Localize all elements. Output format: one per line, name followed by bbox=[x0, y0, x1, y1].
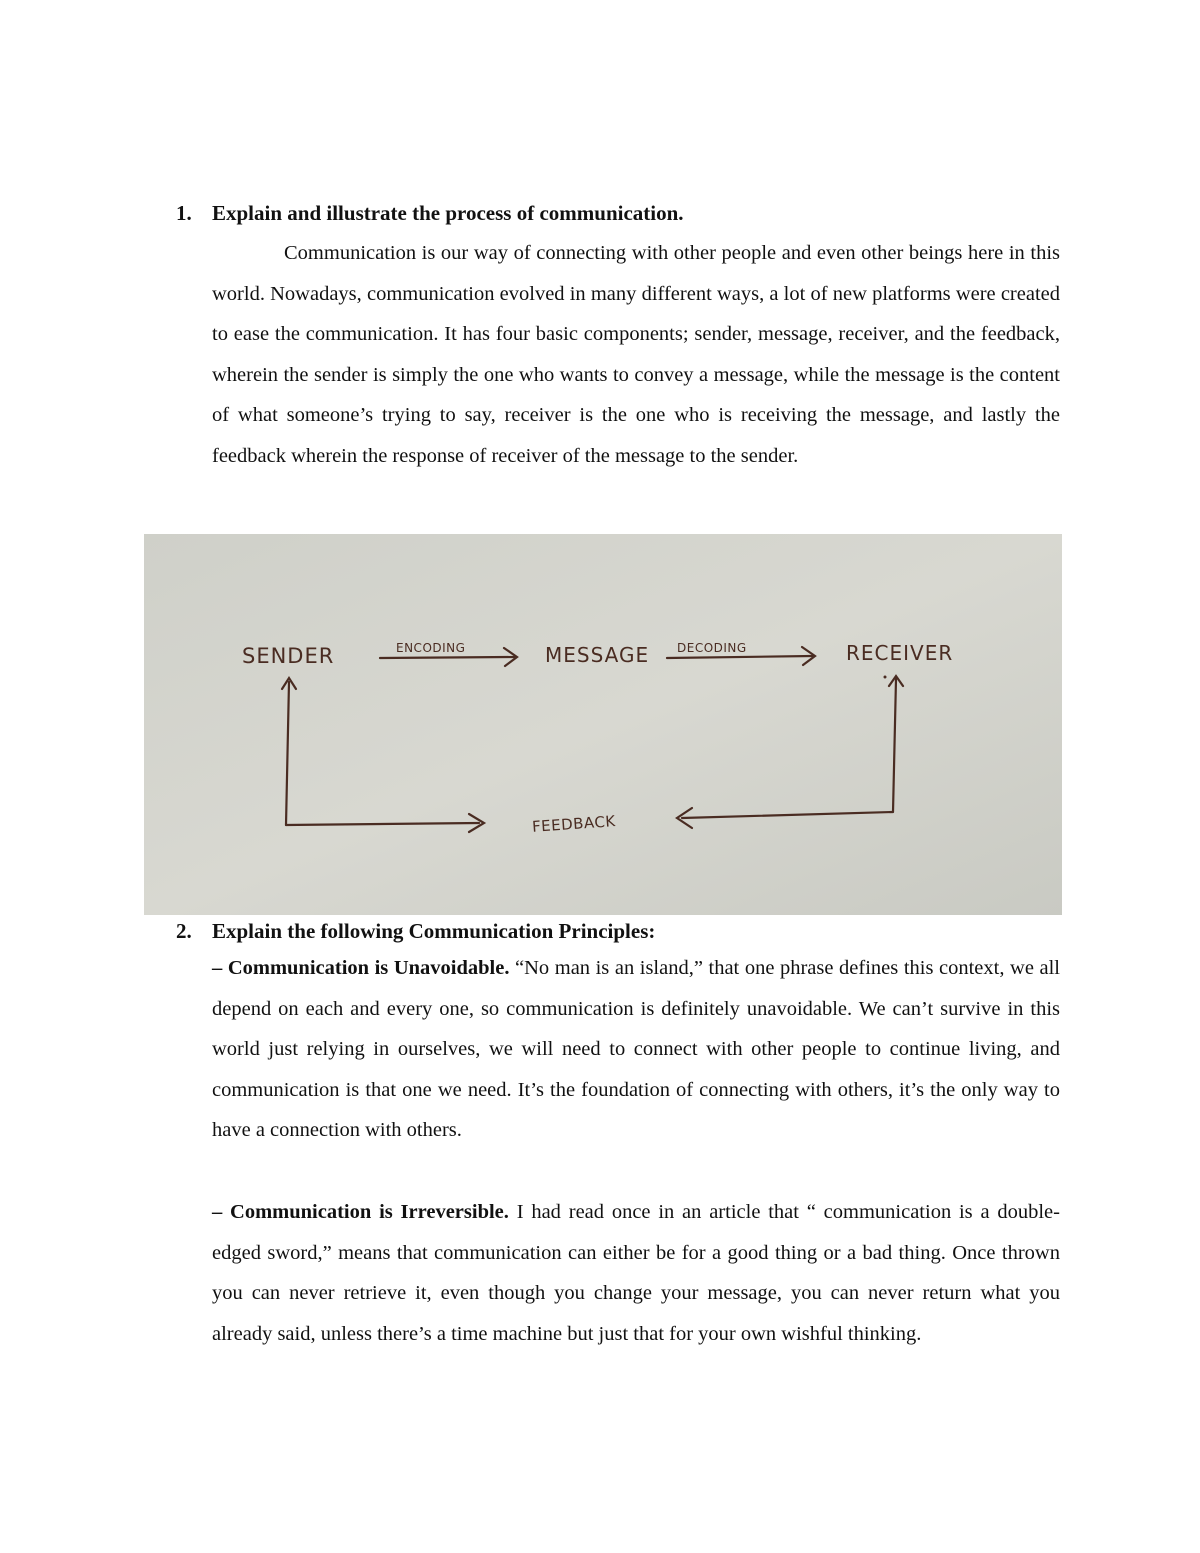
ink-dot bbox=[884, 676, 887, 679]
principle-unavoidable bbox=[212, 948, 1060, 1151]
paper-background bbox=[144, 534, 1062, 915]
question-2-title: Explain the following Communication Principles: bbox=[212, 919, 656, 943]
decoding-label: DECODING bbox=[677, 641, 747, 655]
encoding-label: ENCODING bbox=[396, 641, 466, 655]
question-2-number: 2. bbox=[176, 919, 192, 943]
feedback-label: FEEDBACK bbox=[531, 812, 617, 836]
question-1-number: 1. bbox=[176, 201, 192, 225]
diagram-svg bbox=[144, 534, 1062, 915]
principle-irreversible-text: I had read once in an article that “ communication is a double-edged sword,” means that communication can either be for a good thing or a bad thing. Once thrown you can never retrieve it, even though you change your message, you can never return what you already said, unless there’s a time machine but just that for your own wishful thinking. bbox=[212, 1201, 1060, 1345]
principle-irreversible bbox=[212, 1192, 1060, 1354]
communication-process-diagram bbox=[144, 534, 1062, 915]
sender-label: SENDER bbox=[242, 644, 335, 668]
question-2-heading bbox=[176, 918, 655, 944]
principle-unavoidable-title: – Communication is Unavoidable. bbox=[212, 957, 510, 979]
question-1-heading bbox=[176, 200, 684, 226]
principle-irreversible-title: – Communication is Irreversible. bbox=[212, 1201, 509, 1223]
question-1-title: Explain and illustrate the process of communication. bbox=[212, 201, 684, 225]
principle-unavoidable-text: “No man is an island,” that one phrase defines this context, we all depend on each and every one, so communication is definitely unavoidable. We can’t survive in this world just relying in ourselves, we will need to connect with other people to continue living, and communication is that one we need. It’s the foundation of connecting with others, it’s the only way to have a connection with others. bbox=[212, 957, 1060, 1142]
question-1-answer: Communication is our way of connecting with other people and even other beings here in this world. Nowadays, communication evolved in many different ways, a lot of new platforms were created to ease the communication. It has four basic components; sender, message, receiver, and the feedback, wherein the sender is simply the one who wants to convey a message, while the message is the content of what someone’s trying to say, receiver is the one who is receiving the message, and lastly the feedback wherein the response of receiver of the message to the sender. bbox=[212, 242, 1060, 467]
message-label: MESSAGE bbox=[545, 643, 650, 667]
receiver-label: RECEIVER bbox=[846, 641, 954, 665]
